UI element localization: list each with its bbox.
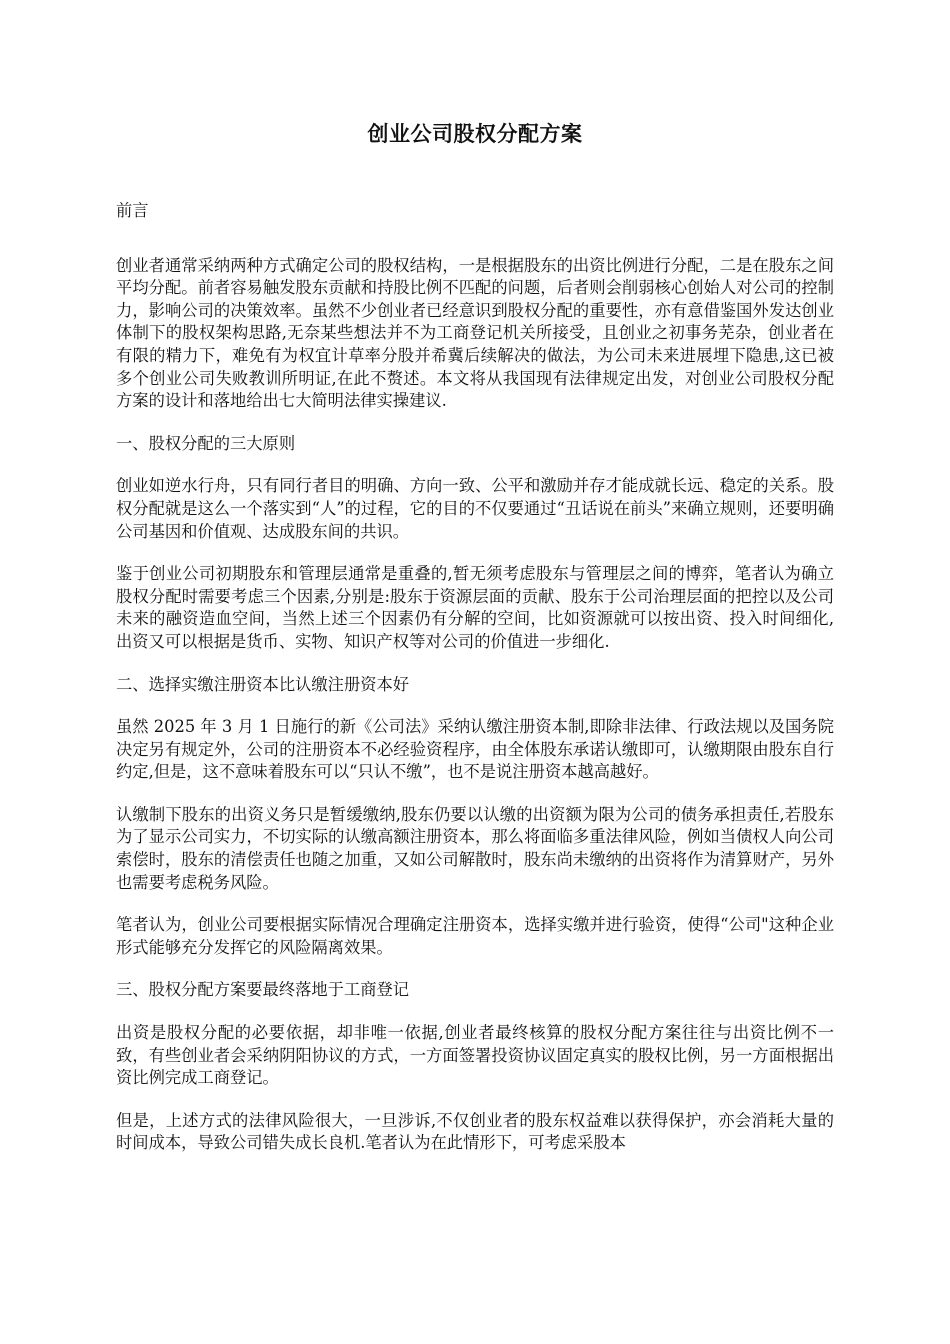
section-heading-2: 二、选择实缴注册资本比认缴注册资本好 xyxy=(116,674,410,694)
section-heading-1: 一、股权分配的三大原则 xyxy=(116,433,296,453)
paragraph: 出资是股权分配的必要依据，却非唯一依据,创业者最终核算的股权分配方案往往与出资比例不一致，有些创业者会采纳阴阳协议的方式，一方面签署投资协议固定真实的股权比例，另一方面根据出资比例完成工商登记。 xyxy=(116,1023,834,1088)
paragraph: 创业如逆水行舟，只有同行者目的明确、方向一致、公平和激励并存才能成就长远、稳定的关系。股权分配就是这么一个落实到“人”的过程，它的目的不仅要通过“丑话说在前头”来确立规则，还要明确公司基因和价值观、达成股东间的共识。 xyxy=(116,476,834,541)
paragraph: 虽然 2025 年 3 月 1 日施行的新《公司法》采纳认缴注册资本制,即除非法律、行政法规以及国务院决定另有规定外，公司的注册资本不必经验资程序，由全体股东承诺认缴即可，认缴期限由股东自行约定,但是，这不意味着股东可以“只认不缴”，也不是说注册资本越高越好。 xyxy=(116,717,834,782)
section-heading-3: 三、股权分配方案要最终落地于工商登记 xyxy=(116,980,410,1000)
paragraph: 但是，上述方式的法律风险很大，一旦涉诉,不仅创业者的股东权益难以获得保护，亦会消耗大量的时间成本，导致公司错失成长良机.笔者认为在此情形下，可考虑采股本 xyxy=(116,1110,834,1153)
heading-preface: 前言 xyxy=(116,201,149,220)
document-title: 创业公司股权分配方案 xyxy=(367,122,583,146)
paragraph-intro: 创业者通常采纳两种方式确定公司的股权结构，一是根据股东的出资比例进行分配，二是在股东之间平均分配。前者容易触发股东贡献和持股比例不匹配的问题，后者则会削弱核心创始人对公司的控制力，影响公司的决策效率。虽然不少创业者已经意识到股权分配的重要性，亦有意借鉴国外发达创业体制下的股权架构思路,无奈某些想法并不为工商登记机关所接受，且创业之初事务芜杂，创业者在有限的精力下，难免有为权宜计草率分股并希冀后续解决的做法，为公司未来进展埋下隐患,这已被多个创业公司失败教训所明证,在此不赘述。本文将从我国现有法律规定出发，对创业公司股权分配方案的设计和落地给出七大简明法律实操建议. xyxy=(116,255,834,411)
paragraph: 认缴制下股东的出资义务只是暂缓缴纳,股东仍要以认缴的出资额为限为公司的债务承担责任,若股东为了显示公司实力，不切实际的认缴高额注册资本，那么将面临多重法律风险，例如当债权人向公司索偿时，股东的清偿责任也随之加重，又如公司解散时，股东尚未缴纳的出资将作为清算财产，另外也需要考虑税务风险。 xyxy=(116,804,834,892)
paragraph: 鉴于创业公司初期股东和管理层通常是重叠的,暂无须考虑股东与管理层之间的博弈，笔者认为确立股权分配时需要考虑三个因素,分别是:股东于资源层面的贡献、股东于公司治理层面的把控以及公司未来的融资造血空间，当然上述三个因素仍有分解的空间，比如资源就可以按出资、投入时间细化,出资又可以根据是货币、实物、知识产权等对公司的价值进一步细化. xyxy=(116,564,834,651)
document-body xyxy=(116,200,834,1155)
paragraph: 笔者认为，创业公司要根据实际情况合理确定注册资本，选择实缴并进行验资，使得“公司"这种企业形式能够充分发挥它的风险隔离效果。 xyxy=(116,915,834,957)
